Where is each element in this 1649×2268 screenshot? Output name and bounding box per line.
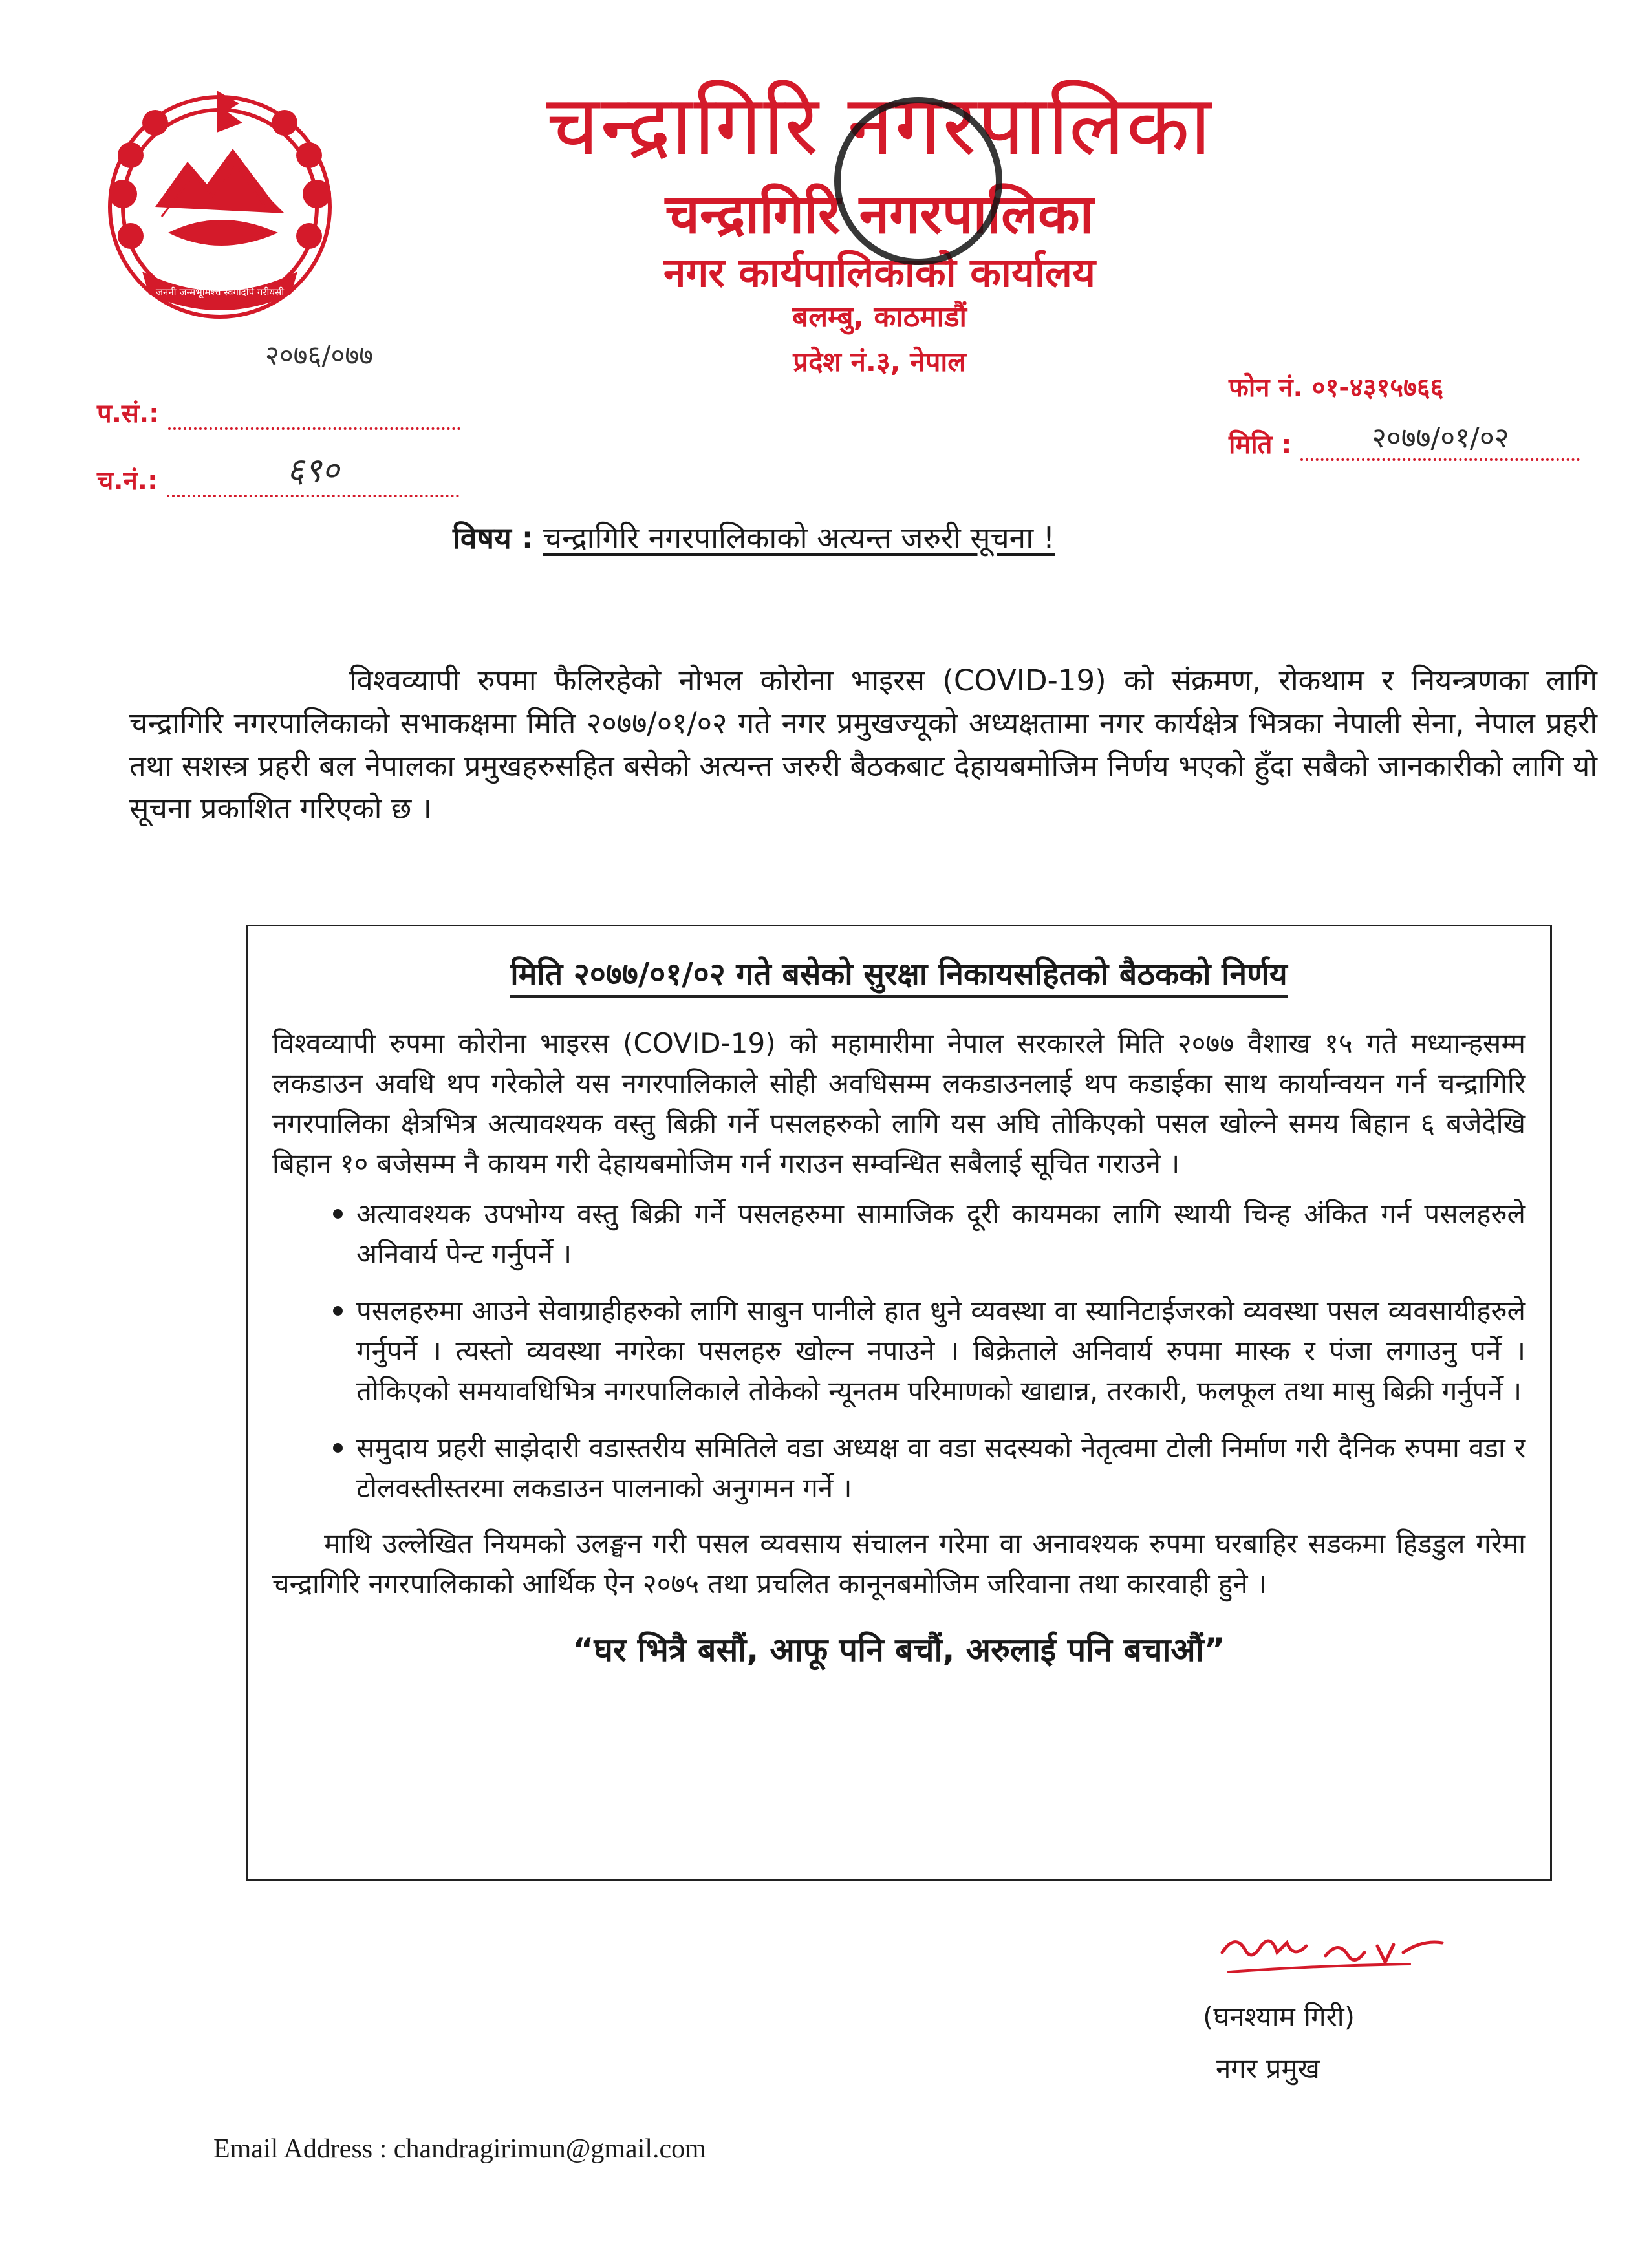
office-subtitle: चन्द्रागिरि नगरपालिका [665,182,1094,246]
office-location: बलम्बु, काठमाडौं [792,301,967,334]
decision-bullet-item: • पसलहरुमा आउने सेवाग्राहीहरुको लागि साबुन पानीले हात धुने व्यवस्था वा स्यानिटाईजरको व्यवस्था पसल व्यवसायीहरुले गर्नुपर्ने । त्यस्तो व्यवस्था नगरेका पसलहरु खोल्न नपाउने । बिक्रेताले अनिवार्य रुपमा मास्क र पंजा लगाउनु पर्ने । तोकिएको समयावधिभित्र नगरपालिकाले तोकेको न्यूनतम परिमाणको खाद्यान्न, तरकारी, फलफूल तथा मासु बिक्री गर्नुपर्ने । [356,1290,1525,1411]
subject-label: विषय : [453,520,534,555]
handwritten-signature [1216,1927,1449,1991]
emblem-caption: जननी जन्मभूमिश्च स्वर्गादपि गरीयसी [155,286,285,298]
phone-label: फोन नं. [1229,373,1303,403]
subject-text: चन्द्रागिरि नगरपालिकाको अत्यन्त जरुरी सूचना ! [543,520,1055,555]
decision-box [246,925,1552,1881]
decision-bullet-list [272,1193,1525,1508]
ref-number-label: प.सं.: [97,399,160,429]
official-stamp [834,97,1002,265]
signatory-title: नगर प्रमुख [1216,2053,1320,2084]
dispatch-number-value: ६९० [167,446,459,497]
phone-value: ०१-४३१५७६६ [1311,373,1444,403]
decision-closing-text: माथि उल्लेखित नियमको उलङ्घन गरी पसल व्यवसाय संचालन गरेमा वा अनावश्यक रुपमा घरबाहिर सडकमा हिडडुल गरेमा चन्द्रागिरि नगरपालिकाको आर्थिक ऐन २०७५ तथा प्रचलित कानूनबमोजिम जरिवाना तथा कारवाही हुने । [272,1528,1525,1599]
dispatch-number-field [97,446,459,497]
phone-field [1229,369,1443,404]
national-emblem [84,78,356,336]
date-field [1229,417,1580,461]
decision-bullet-item: • अत्यावश्यक उपभोग्य वस्तु बिक्री गर्ने पसलहरुमा सामाजिक दूरी कायमका लागि स्थायी चिन्ह अंकित गर्न पसलहरुले अनिवार्य पेन्ट गर्नुपर्ने । [356,1193,1525,1274]
footer-email: Email Address : chandragirimun@gmail.com [213,2134,706,2164]
office-name: चन्द्रागिरि नगरपालिका [546,78,1213,174]
office-province: प्रदेश नं.३, नेपाल [793,346,966,378]
decision-body-text: विश्वव्यापी रुपमा कोरोना भाइरस (COVID-19) को महामारीमा नेपाल सरकारले मिति २०७७ वैशाख १५ गते मध्यान्हसम्म लकडाउन अवधि थप गरेकोले यस नगरपालिकाले सोही अवधिसम्म लकडाउनलाई थप कडाईका साथ कार्यान्वयन गर्न चन्द्रागिरि नगरपालिका क्षेत्रभित्र अत्यावश्यक वस्तु बिक्री गर्ने पसलहरुको लागि यस अघि तोकिएको पसल खोल्ने समय बिहान ६ बजेदेखि बिहान १० बजेसम्म नै कायम गरी देहायबमोजिम गर्न गराउन सम्वन्धित सबैलाई सूचित गराउने । [272,1027,1525,1179]
date-label: मिति : [1229,430,1292,460]
decision-box-body [272,1023,1525,1670]
dispatch-number-label: च.नं.: [97,466,158,496]
decision-bullet-item: • समुदाय प्रहरी साझेदारी वडास्तरीय समितिले वडा अध्यक्ष वा वडा सदस्यको नेतृत्वमा टोली निर्माण गरी दैनिक रुपमा वडा र टोलवस्तीस्तरमा लकडाउन पालनाको अनुगमन गर्ने । [356,1427,1525,1508]
slogan: “घर भित्रै बसौं, आफू पनि बचौं, अरुलाई पनि बचाऔं” [572,1631,1225,1669]
signatory-name: (घनश्याम गिरी) [1203,2001,1355,2033]
subject-line [453,517,1055,557]
office-type: नगर कार्यपालिकाको कार्यालय [663,249,1095,296]
ref-number-value [168,399,460,430]
intro-paragraph: विश्वव्यापी रुपमा फैलिरहेको नोभल कोरोना भाइरस (COVID-19) को संक्रमण, रोकथाम र नियन्त्रणका लागि चन्द्रागिरि नगरपालिकाको सभाकक्षमा मिति २०७७/०१/०२ गते नगर प्रमुखज्यूको अध्यक्षतामा नगर कार्यक्षेत्र भित्रका नेपाली सेना, नेपाल प्रहरी तथा सशस्त्र प्रहरी बल नेपालका प्रमुखहरुसहित बसेको अत्यन्त जरुरी बैठकबाट देहायबमोजिम निर्णय भएको हुँदा सबैको जानकारीको लागि यो सूचना प्रकाशित गरिएको छ । [129,663,1597,826]
ref-number-field [97,394,460,430]
date-value: २०७७/०१/०२ [1300,417,1580,461]
decision-box-title: मिति २०७७/०१/०२ गते बसेको सुरक्षा निकायसहितको बैठकको निर्णय [510,956,1287,998]
fiscal-year: २०७६/०७७ [265,339,374,371]
decision-box-title-wrap [248,952,1550,994]
